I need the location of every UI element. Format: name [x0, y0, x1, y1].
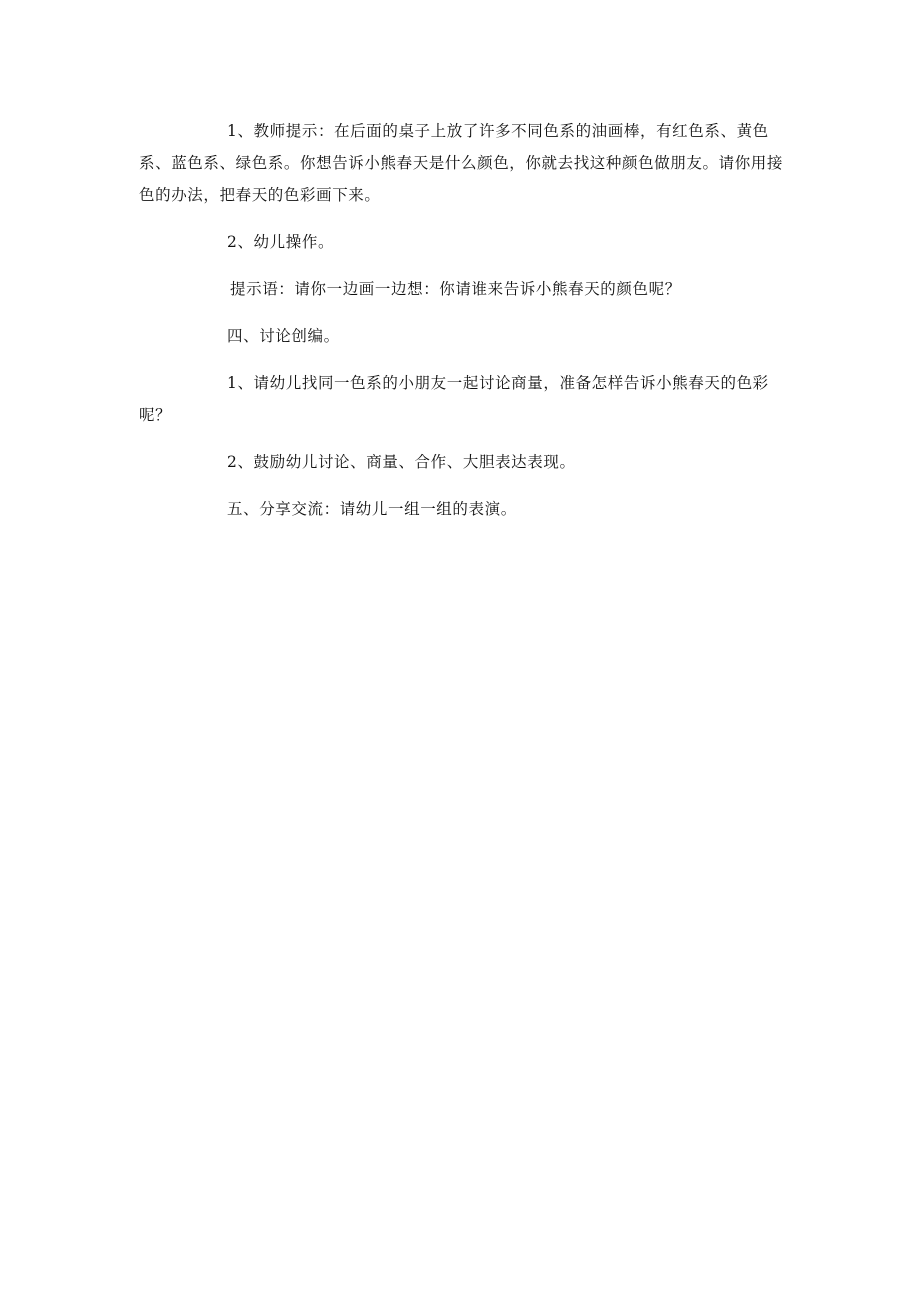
section-heading-discussion: 四、讨论创编。 [227, 327, 340, 345]
paragraph-encourage-children: 2、鼓励幼儿讨论、商量、合作、大胆表达表现。 [227, 453, 576, 471]
paragraph-group-discussion: 1、请幼儿找同一色系的小朋友一起讨论商量，准备怎样告诉小熊春天的色彩呢？ [139, 374, 769, 424]
paragraph-teacher-prompt: 1、教师提示：在后面的桌子上放了许多不同色系的油画棒，有红色系、黄色系、蓝色系、绿色系。你想告诉小熊春天是什么颜色，你就去找这种颜色做朋友。请你用接色的办法，把春天的色彩画下来。 [139, 122, 784, 204]
document-body [139, 115, 784, 525]
paragraph-children-operation: 2、幼儿操作。 [227, 233, 335, 251]
paragraph-prompt-words: 提示语：请你一边画一边想：你请谁来告诉小熊春天的颜色呢？ [230, 280, 681, 298]
section-heading-sharing: 五、分享交流：请幼儿一组一组的表演。 [227, 500, 517, 518]
